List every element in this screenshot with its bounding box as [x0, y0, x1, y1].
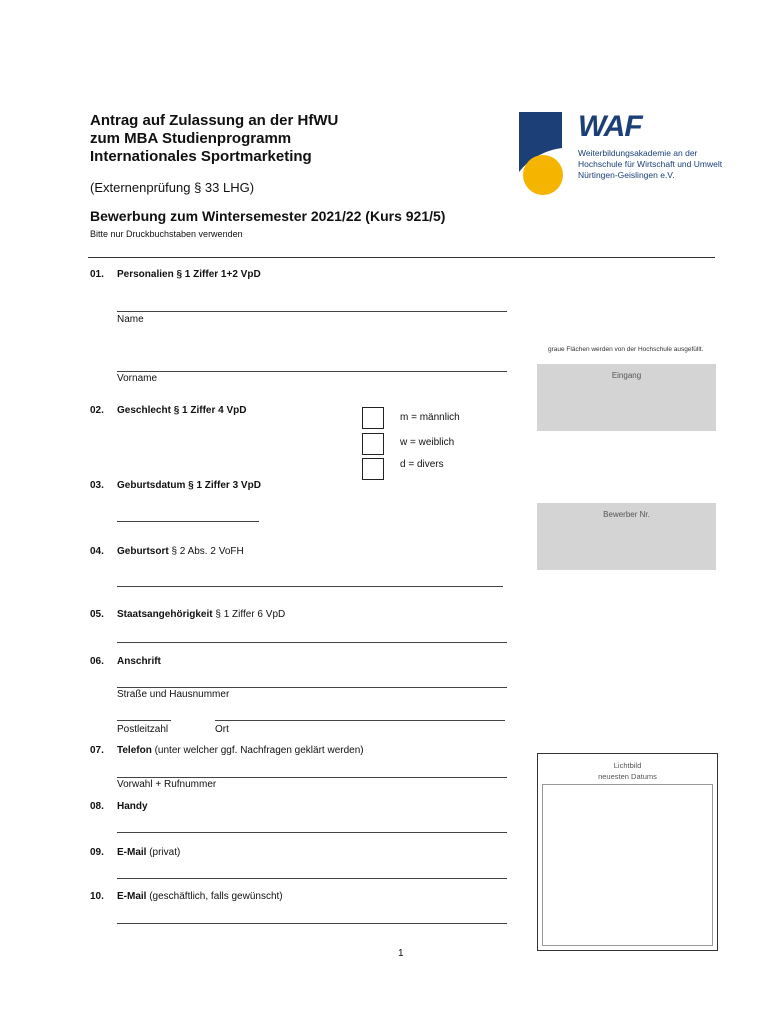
section-06-title: Anschrift [117, 656, 161, 667]
gender-m-checkbox[interactable] [362, 407, 384, 429]
instruction-text: Bitte nur Druckbuchstaben verwenden [90, 229, 243, 239]
name-input-line[interactable] [117, 311, 507, 312]
application-heading: Bewerbung zum Wintersemester 2021/22 (Kurs 921/5) [90, 208, 446, 224]
logo-tagline-3: Nürtingen-Geislingen e.V. [578, 170, 675, 180]
gender-w-label: w = weiblich [400, 437, 455, 448]
geburtsdatum-input-line[interactable] [117, 521, 259, 522]
handy-input-line[interactable] [117, 832, 507, 833]
section-10-number: 10. [90, 891, 104, 902]
telefon-input-line[interactable] [117, 777, 507, 778]
email-private-input-line[interactable] [117, 878, 507, 879]
bewerber-nr-box [537, 503, 716, 570]
plz-caption: Postleitzahl [117, 724, 169, 735]
section-05-number: 05. [90, 609, 104, 620]
gender-m-label: m = männlich [400, 412, 460, 423]
strasse-caption: Straße und Hausnummer [117, 689, 230, 700]
page-number: 1 [398, 948, 404, 959]
section-08-title: Handy [117, 801, 148, 812]
gray-area-note: graue Flächen werden von der Hochschule ausgefüllt. [548, 346, 704, 353]
vorname-input-line[interactable] [117, 371, 507, 372]
plz-input-line[interactable] [117, 720, 171, 721]
eingang-box [537, 364, 716, 431]
photo-label-line-2: neuesten Datums [598, 772, 657, 781]
section-07-number: 07. [90, 745, 104, 756]
ort-input-line[interactable] [215, 720, 505, 721]
name-caption: Name [117, 314, 144, 325]
title-line-1: Antrag auf Zulassung an der HfWU [90, 112, 339, 129]
logo-tagline [578, 148, 722, 181]
section-09-title: E-Mail (privat) [117, 847, 181, 858]
gender-d-label: d = divers [400, 459, 444, 470]
title-line-2: zum MBA Studienprogramm [90, 130, 292, 147]
section-03-title: Geburtsdatum § 1 Ziffer 3 VpD [117, 480, 261, 491]
gender-d-checkbox[interactable] [362, 458, 384, 480]
section-01-title: Personalien § 1 Ziffer 1+2 VpD [117, 269, 261, 280]
geburtsort-input-line[interactable] [117, 586, 503, 587]
section-06-number: 06. [90, 656, 104, 667]
photo-label [538, 760, 717, 782]
title-line-3: Internationales Sportmarketing [90, 148, 312, 165]
email-business-input-line[interactable] [117, 923, 507, 924]
staatsangehoerigkeit-input-line[interactable] [117, 642, 507, 643]
section-05-title: Staatsangehörigkeit § 1 Ziffer 6 VpD [117, 609, 286, 620]
logo-wordmark: WAF [578, 110, 642, 143]
waf-logo [516, 110, 723, 196]
section-01-number: 01. [90, 269, 104, 280]
section-08-number: 08. [90, 801, 104, 812]
strasse-input-line[interactable] [117, 687, 507, 688]
eingang-label: Eingang [611, 371, 642, 380]
section-10-title: E-Mail (geschäftlich, falls gewünscht) [117, 891, 283, 902]
logo-tagline-2: Hochschule für Wirtschaft und Umwelt [578, 159, 723, 169]
photo-label-line-1: Lichtbild [613, 761, 642, 770]
section-02-title: Geschlecht § 1 Ziffer 4 VpD [117, 405, 247, 416]
subtitle: (Externenprüfung § 33 LHG) [90, 180, 255, 195]
photo-box[interactable] [537, 753, 718, 951]
ort-caption: Ort [215, 724, 229, 735]
header-divider [88, 257, 715, 258]
bewerber-nr-label: Bewerber Nr. [603, 510, 650, 519]
logo-tagline-1: Weiterbildungsakademie an der [578, 148, 698, 158]
section-02-number: 02. [90, 405, 104, 416]
section-09-number: 09. [90, 847, 104, 858]
gender-w-checkbox[interactable] [362, 433, 384, 455]
section-03-number: 03. [90, 480, 104, 491]
section-04-title: Geburtsort § 2 Abs. 2 VoFH [117, 546, 244, 557]
vorname-caption: Vorname [117, 373, 158, 384]
section-07-title: Telefon (unter welcher ggf. Nachfragen geklärt werden) [117, 745, 364, 756]
section-04-number: 04. [90, 546, 104, 557]
photo-area [542, 784, 713, 946]
telefon-caption: Vorwahl + Rufnummer [117, 779, 217, 790]
